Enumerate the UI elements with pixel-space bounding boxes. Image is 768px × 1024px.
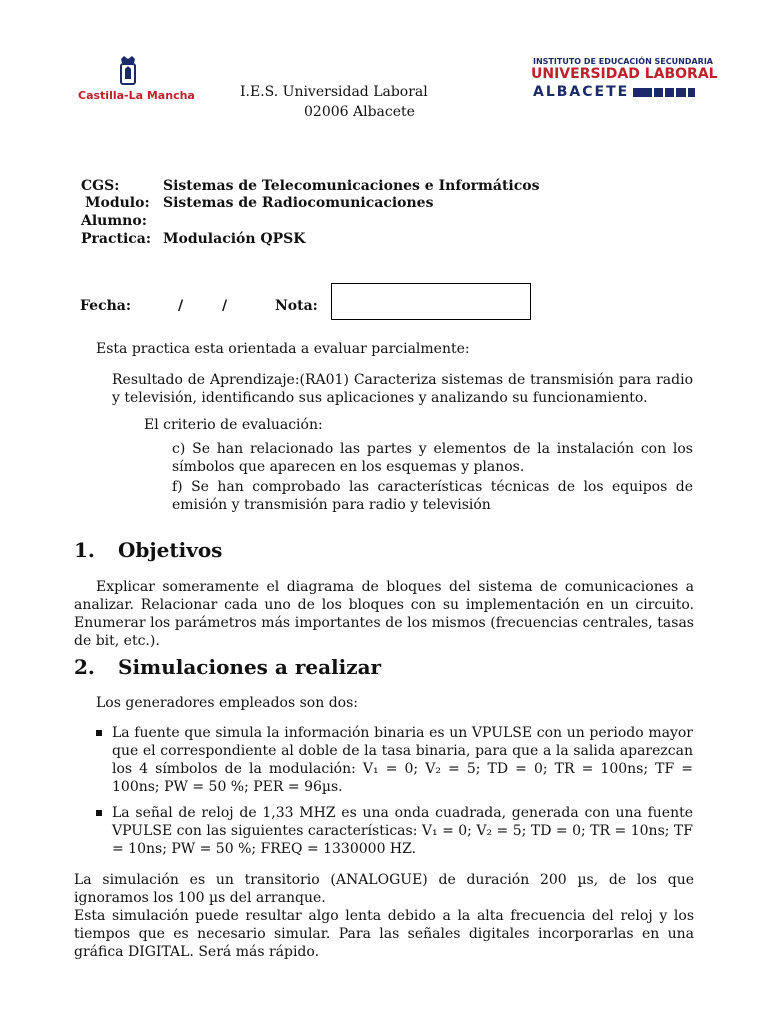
- crown-emblem-icon: [118, 55, 138, 87]
- list-item: [96, 804, 693, 858]
- generator-list: [96, 724, 693, 858]
- info-label: Modulo:: [85, 195, 150, 211]
- section-1-body: Explicar someramente el diagrama de bloques del sistema de comunicaciones a analizar. Relacionar cada uno de los bloques con su implementación en un circuito. Enumerar los parámetros más importantes de los mismos (frecuencias centrales, tasas de bit, etc.).: [74, 579, 694, 649]
- info-label: CGS:: [81, 178, 120, 194]
- criteria-f: f) Se han comprobado las características técnicas de los equipos de emisión y transmisión para radio y televisión: [172, 479, 693, 513]
- section-1-heading: [74, 538, 222, 562]
- list-item: [96, 724, 693, 796]
- info-value: Modulación QPSK: [163, 231, 306, 247]
- section-title: Objetivos: [118, 538, 223, 562]
- list-item-text: La señal de reloj de 1,33 MHZ es una onda cuadrada, generada con una fuente VPULSE con las siguientes características: V₁ = 0; V₂ = 5; TD = 0; TR = 10ns; TF = 10ns; PW = 50 %; FREQ = 1330000 HZ.: [112, 805, 693, 857]
- date-label: Fecha:: [80, 298, 132, 314]
- logo-bars-icon: [633, 88, 695, 97]
- castilla-la-mancha-text: Castilla-La Mancha: [78, 89, 195, 102]
- nota-label: Nota:: [275, 298, 318, 314]
- learning-result: Resultado de Aprendizaje:(RA01) Caracteriza sistemas de transmisión para radio y televisión, identificando sus aplicaciones y analizando su funcionamiento.: [112, 372, 693, 406]
- logo-line-university: UNIVERSIDAD LABORAL: [531, 66, 718, 82]
- bullet-square-icon: [96, 810, 102, 816]
- section-number: 1.: [74, 538, 95, 562]
- section-2-heading: [74, 655, 381, 679]
- school-address: [240, 82, 428, 122]
- info-label: Practica:: [81, 231, 152, 247]
- logo-line-city: ALBACETE: [533, 84, 630, 100]
- school-city: 02006 Albacete: [304, 104, 415, 120]
- section-title: Simulaciones a realizar: [118, 655, 382, 679]
- logo-line-institute: INSTITUTO DE EDUCACIÓN SECUNDARIA: [533, 57, 713, 66]
- grade-box[interactable]: [331, 283, 531, 320]
- list-item-text: La fuente que simula la información binaria es un VPULSE con un periodo mayor que el correspondiente al doble de la tasa binaria, para que a la salida aparezcan los 4 símbolos de la modulación: V₁ = 0; V₂ = 5; TD = 0; TR = 100ns; TF = 100ns; PW = 50 %; PER = 96µs.: [112, 725, 693, 795]
- school-name: I.E.S. Universidad Laboral: [240, 84, 428, 100]
- info-value: Sistemas de Radiocomunicaciones: [163, 195, 434, 211]
- criteria-lead: El criterio de evaluación:: [144, 417, 323, 433]
- date-separator: /: [222, 298, 228, 314]
- section-2-lead: Los generadores empleados son dos:: [96, 695, 358, 711]
- bullet-square-icon: [96, 730, 102, 736]
- simulation-paragraph-1: La simulación es un transitorio (ANALOGUE) de duración 200 µs, de los que ignoramos los 100 µs del arranque.: [74, 872, 694, 906]
- info-label: Alumno:: [81, 213, 147, 229]
- simulation-paragraph-2: Esta simulación puede resultar algo lenta debido a la alta frecuencia del reloj y los tiempos que es necesario simular. Para las señales digitales incorporarlas en una gráfica DIGITAL. Será más rápido.: [74, 908, 694, 960]
- section-number: 2.: [74, 655, 95, 679]
- castilla-la-mancha-logo: [78, 55, 195, 105]
- date-separator: /: [178, 298, 184, 314]
- criteria-c: c) Se han relacionado las partes y elementos de la instalación con los símbolos que aparecen en los esquemas y planos.: [172, 441, 693, 475]
- intro-lead: Esta practica esta orientada a evaluar parcialmente:: [96, 341, 470, 357]
- universidad-laboral-logo: [531, 57, 718, 102]
- info-value: Sistemas de Telecomunicaciones e Informáticos: [163, 178, 540, 194]
